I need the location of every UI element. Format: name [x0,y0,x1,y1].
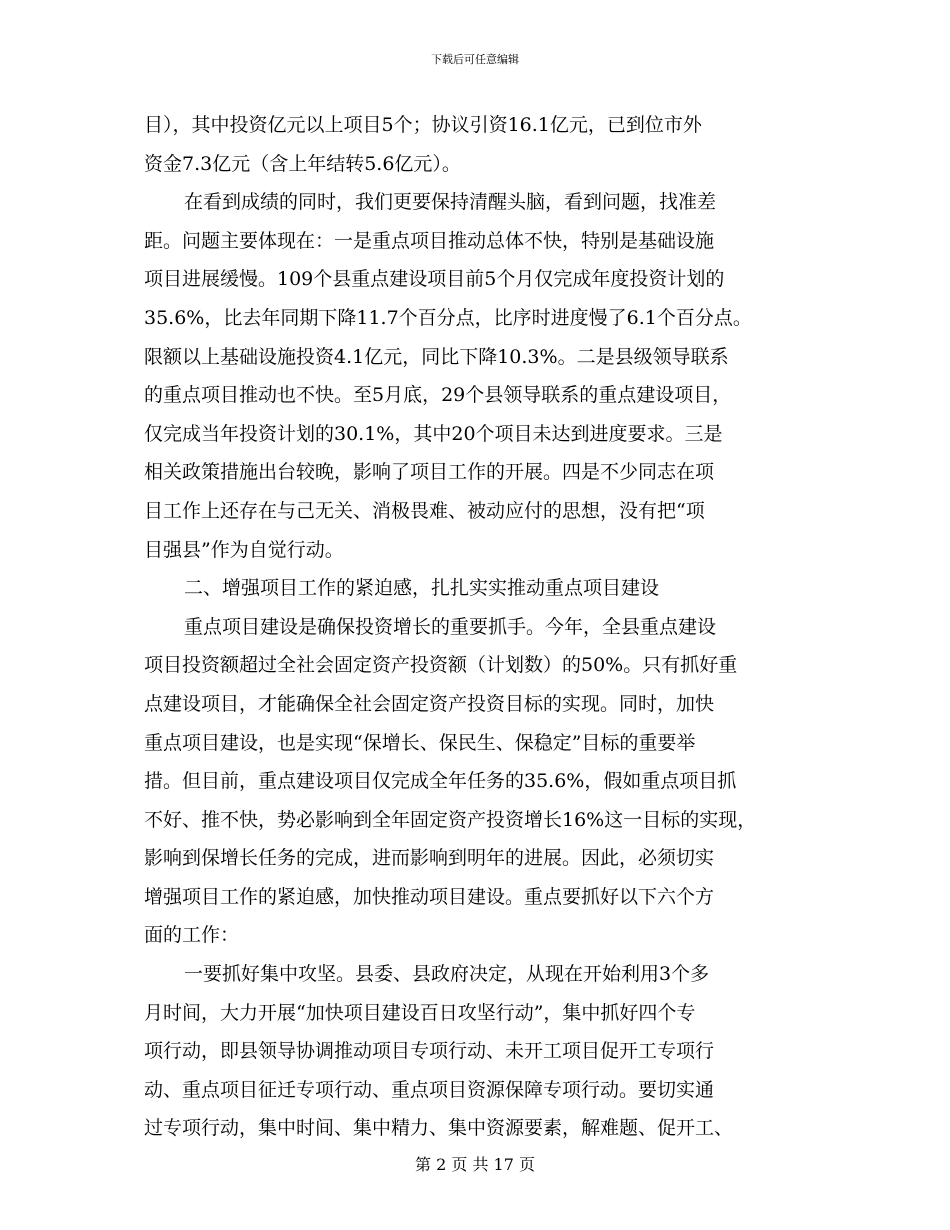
body-line: 35.6%，比去年同期下降11.7个百分点，比序时进度慢了6.1个百分点。 [144,306,752,329]
body-line: 仅完成当年投资计划的30.1%，其中20个项目未达到进度要求。三是 [144,422,723,445]
body-line: 动、重点项目征迁专项行动、重点项目资源保障专项行动。要切实通 [144,1078,715,1101]
body-line: 点建设项目，才能确保全社会固定资产投资目标的实现。同时，加快 [144,692,715,715]
body-line: 目强县”作为自觉行动。 [144,538,344,561]
body-line: 影响到保增长任务的完成，进而影响到明年的进展。因此，必须切实 [144,847,715,870]
body-line: 面的工作： [144,924,240,947]
body-line: 资金7.3亿元（含上年结转5.6亿元）。 [144,152,461,175]
page-header-note: 下载后可任意编辑 [431,53,519,66]
paragraph-start-line: 重点项目建设是确保投资增长的重要抓手。今年，全县重点建设 [184,615,717,638]
body-line: 月时间，大力开展“加快项目建设百日攻坚行动”，集中抓好四个专 [144,1001,696,1024]
body-line: 项目进展缓慢。109个县重点建设项目前5个月仅完成年度投资计划的 [144,268,725,291]
paragraph-start-line: 在看到成绩的同时，我们更要保持清醒头脑，看到问题，找准差 [184,191,717,214]
section-heading: 二、增强项目工作的紧迫感，扎扎实实推动重点项目建设 [184,577,660,600]
body-line: 不好、推不快，势必影响到全年固定资产投资增长16%这一目标的实现， [144,808,757,831]
body-line: 目工作上还存在与己无关、消极畏难、被动应付的思想，没有把“项 [144,499,705,522]
body-line: 相关政策措施出台较晚，影响了项目工作的开展。四是不少同志在项 [144,461,715,484]
body-line: 过专项行动，集中时间、集中精力、集中资源要素，解难题、促开工、 [144,1117,734,1140]
body-line: 项行动，即县领导协调推动项目专项行动、未开工项目促开工专项行 [144,1040,715,1063]
body-line: 的重点项目推动也不快。至5月底，29个县领导联系的重点建设项目， [144,384,732,407]
paragraph-start-line: 一要抓好集中攻坚。县委、县政府决定，从现在开始利用3个多 [184,963,710,986]
document-body [144,106,824,1148]
body-line: 距。问题主要体现在：一是重点项目推动总体不快，特别是基础设施 [144,229,715,252]
page-number-footer: 第 2 页 共 17 页 [415,1155,535,1174]
body-line: 增强项目工作的紧迫感，加快推动项目建设。重点要抓好以下六个方 [144,885,715,908]
body-line: 限额以上基础设施投资4.1亿元，同比下降10.3%。二是县级领导联系 [144,345,729,368]
body-line: 目），其中投资亿元以上项目5个；协议引资16.1亿元，已到位市外 [144,114,702,136]
body-line: 项目投资额超过全社会固定资产投资额（计划数）的50%。只有抓好重 [144,654,738,677]
body-line: 措。但目前，重点建设项目仅完成全年任务的35.6%，假如重点项目抓 [144,770,737,793]
body-line: 重点项目建设，也是实现“保增长、保民生、保稳定”目标的重要举 [144,731,696,754]
